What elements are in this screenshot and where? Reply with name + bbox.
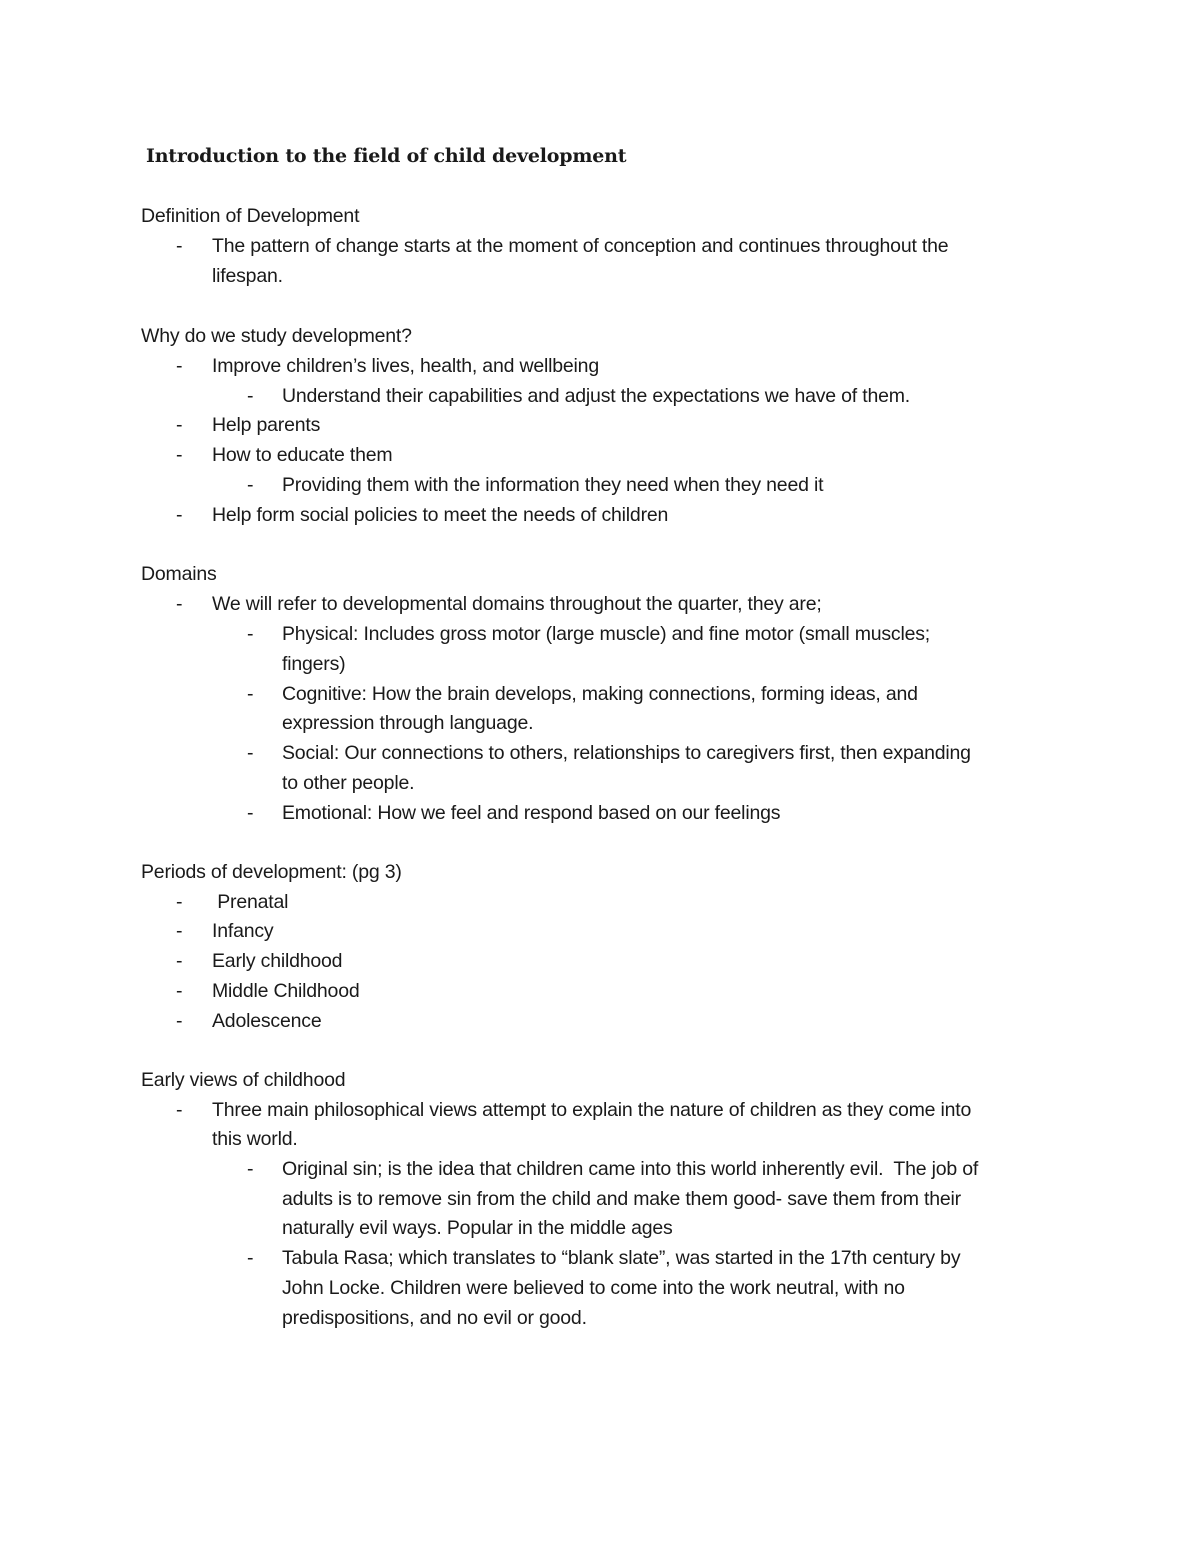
list-item: Infancy <box>212 920 274 942</box>
sub-list-item-continuation: John Locke. Children were believed to come into the work neutral, with no <box>282 1277 905 1299</box>
bullet-dash: - <box>176 891 183 913</box>
section-heading-domains: Domains <box>141 563 217 585</box>
list-item: The pattern of change starts at the moment of conception and continues throughout the <box>212 235 949 257</box>
sub-list-item: Original sin; is the idea that children came into this world inherently evil. The job of <box>282 1158 979 1180</box>
list-item: Improve children’s lives, health, and wellbeing <box>212 355 599 377</box>
bullet-dash: - <box>247 1158 254 1180</box>
bullet-dash: - <box>247 742 254 764</box>
sub-list-item: Emotional: How we feel and respond based on our feelings <box>282 802 781 824</box>
bullet-dash: - <box>176 444 183 466</box>
list-item: Prenatal <box>212 891 289 913</box>
section-heading-early-views: Early views of childhood <box>141 1069 346 1091</box>
bullet-dash: - <box>176 355 183 377</box>
bullet-dash: - <box>176 1099 183 1121</box>
document-title: Introduction to the field of child development <box>146 145 627 167</box>
sub-list-item-continuation: expression through language. <box>282 712 534 734</box>
bullet-dash: - <box>176 1010 183 1032</box>
bullet-dash: - <box>247 802 254 824</box>
sub-list-item-continuation: predispositions, and no evil or good. <box>282 1307 587 1329</box>
list-item-continuation: this world. <box>212 1128 298 1150</box>
bullet-dash: - <box>247 1247 254 1269</box>
sub-list-item: Understand their capabilities and adjust the expectations we have of them. <box>282 385 911 407</box>
bullet-dash: - <box>176 414 183 436</box>
sub-list-item-continuation: naturally evil ways. Popular in the middle ages <box>282 1217 673 1239</box>
bullet-dash: - <box>247 623 254 645</box>
list-item: Three main philosophical views attempt to explain the nature of children as they come into <box>212 1099 972 1121</box>
bullet-dash: - <box>247 683 254 705</box>
sub-list-item-continuation: to other people. <box>282 772 415 794</box>
sub-list-item-continuation: adults is to remove sin from the child and make them good- save them from their <box>282 1188 961 1210</box>
list-item: Adolescence <box>212 1010 322 1032</box>
bullet-dash: - <box>176 235 183 257</box>
bullet-dash: - <box>247 385 254 407</box>
sub-list-item: Physical: Includes gross motor (large muscle) and fine motor (small muscles; <box>282 623 931 645</box>
list-item: How to educate them <box>212 444 393 466</box>
sub-list-item: Cognitive: How the brain develops, making connections, forming ideas, and <box>282 683 918 705</box>
bullet-dash: - <box>176 593 183 615</box>
sub-list-item: Tabula Rasa; which translates to “blank slate”, was started in the 17th century by <box>282 1247 961 1269</box>
section-heading-periods: Periods of development: (pg 3) <box>141 861 402 883</box>
sub-list-item: Providing them with the information they need when they need it <box>282 474 824 496</box>
section-heading-why: Why do we study development? <box>141 325 412 347</box>
list-item: Help parents <box>212 414 321 436</box>
bullet-dash: - <box>247 474 254 496</box>
section-heading-definition: Definition of Development <box>141 205 360 227</box>
sub-list-item-continuation: fingers) <box>282 653 346 675</box>
bullet-dash: - <box>176 920 183 942</box>
bullet-dash: - <box>176 504 183 526</box>
list-item: We will refer to developmental domains throughout the quarter, they are; <box>212 593 822 615</box>
list-item: Middle Childhood <box>212 980 360 1002</box>
list-item-continuation: lifespan. <box>212 265 283 287</box>
bullet-dash: - <box>176 950 183 972</box>
list-item: Early childhood <box>212 950 343 972</box>
list-item: Help form social policies to meet the needs of children <box>212 504 669 526</box>
sub-list-item: Social: Our connections to others, relationships to caregivers first, then expanding <box>282 742 971 764</box>
bullet-dash: - <box>176 980 183 1002</box>
